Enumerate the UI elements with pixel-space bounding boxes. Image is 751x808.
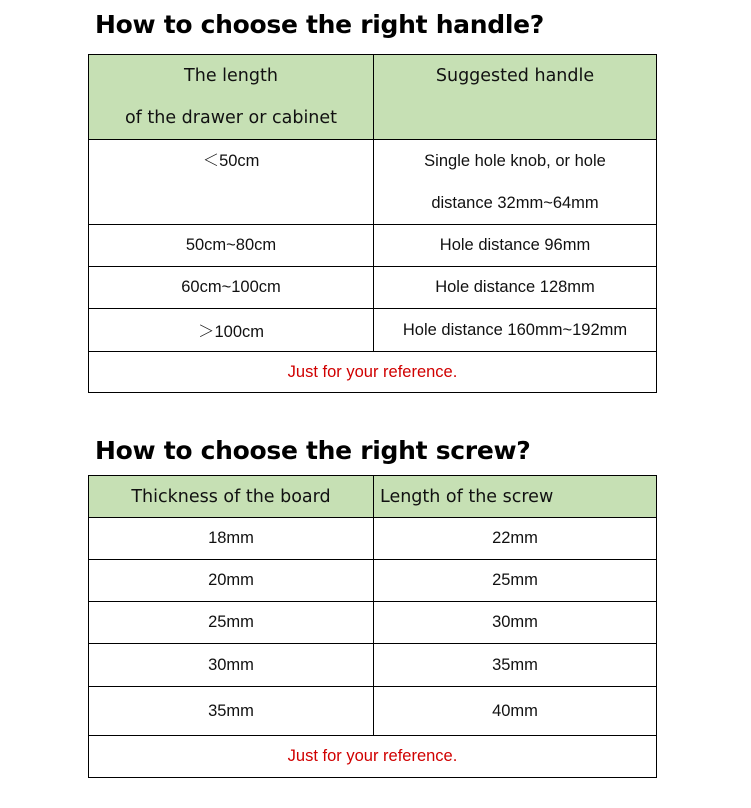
cell-handle: Hole distance 128mm [374,267,657,309]
cell-handle [374,140,657,225]
table-row [89,225,657,267]
cell-length: 60cm~100cm [89,267,374,309]
header-line-2: of the drawer or cabinet [124,108,338,128]
table-row [89,687,657,736]
screw-table-header [89,476,657,518]
reference-note: Just for your reference. [89,352,657,393]
header-line-1: The length [184,66,278,86]
note-row [89,352,657,393]
table-row [89,602,657,644]
note-row [89,736,657,778]
table-row [89,267,657,309]
cell-text: ＜50cm [202,152,260,170]
handle-table [88,54,657,393]
cell-screw: 35mm [374,644,657,687]
cell-text-line-2: distance 32mm~64mm [431,194,599,212]
cell-text-line-1: Single hole knob, or hole [424,152,606,170]
table-row [89,140,657,225]
header-suggested-handle [374,55,657,140]
cell-thickness: 18mm [89,518,374,560]
table-row [89,518,657,560]
header-drawer-length [89,55,374,140]
table-row [89,644,657,687]
cell-thickness: 25mm [89,602,374,644]
cell-thickness: 35mm [89,687,374,736]
reference-note: Just for your reference. [89,736,657,778]
handle-table-header [89,55,657,140]
cell-length: 50cm~80cm [89,225,374,267]
cell-thickness: 20mm [89,560,374,602]
cell-screw: 40mm [374,687,657,736]
cell-length: ＞100cm [89,309,374,352]
cell-handle: Hole distance 96mm [374,225,657,267]
cell-screw: 22mm [374,518,657,560]
table-row [89,560,657,602]
cell-length [89,140,374,225]
screw-table [88,475,657,778]
header-screw-length: Length of the screw [374,476,657,518]
handle-section-title: How to choose the right handle? [95,10,544,39]
screw-section-title: How to choose the right screw? [95,436,531,465]
cell-handle: Hole distance 160mm~192mm [374,309,657,352]
table-row [89,309,657,352]
header-board-thickness: Thickness of the board [89,476,374,518]
cell-screw: 30mm [374,602,657,644]
cell-thickness: 30mm [89,644,374,687]
cell-screw: 25mm [374,560,657,602]
header-line-1: Suggested handle [435,66,595,86]
